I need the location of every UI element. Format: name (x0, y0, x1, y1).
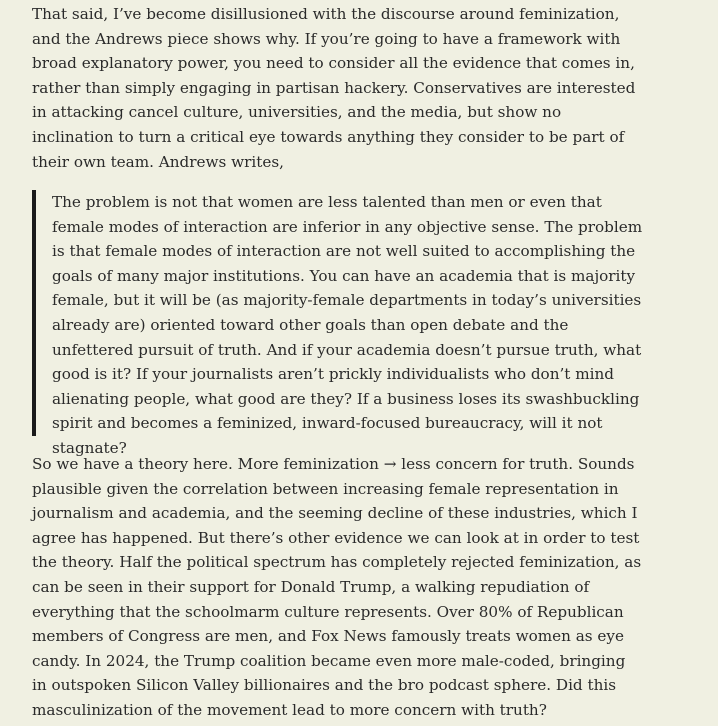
paragraph-theory: So we have a theory here. More feminization → less concern for truth. Sounds plausible given the correlation between increasing female representation in journalism and academia, and the seeming decline of these industries, which I agree has happened. But there’s other evidence we can look at in order to test the theory. Half the political spectrum has completely rejected feminization, as can be seen in their support for Donald Trump, a walking repudiation of everything that the schoolmarm culture represents. Over 80% of Republican members of Congress are men, and Fox News famously treats women as eye candy. In 2024, the Trump coalition became even more male-coded, bringing in outspoken Silicon Valley billionaires and the bro podcast sphere. Did this masculinization of the movement lead to more concern with truth? (32, 455, 642, 719)
paragraph-intro: That said, I’ve become disillusioned with the discourse around feminization, and the Andrews piece shows why. If you’re going to have a framework with broad explanatory power, you need to consider all the evidence that comes in, rather than simply engaging in partisan hackery. Conservatives are interested in attacking cancel culture, universities, and the media, but show no inclination to turn a critical eye towards anything they consider to be part of their own team. Andrews writes, (32, 5, 636, 171)
blockquote (32, 190, 652, 457)
blockquote-text: The problem is not that women are less talented than men or even that female modes of interaction are inferior in any objective sense. The problem is that female modes of interaction are not well suited to accomplishing the goals of many major institutions. You can have an academia that is majority female, but it will be (as majority-female departments in today’s universities already are) oriented toward other goals than open debate and the unfettered pursuit of truth. And if your academia doesn’t pursue truth, what good is it? If your journalists aren’t prickly individualists who don’t mind alienating people, what good are they? If a business loses its swashbuckling spirit and becomes a feminized, inward-focused bureaucracy, will it not stagnate? (52, 193, 643, 457)
article-body-continued (32, 452, 644, 723)
article-body (32, 2, 644, 174)
